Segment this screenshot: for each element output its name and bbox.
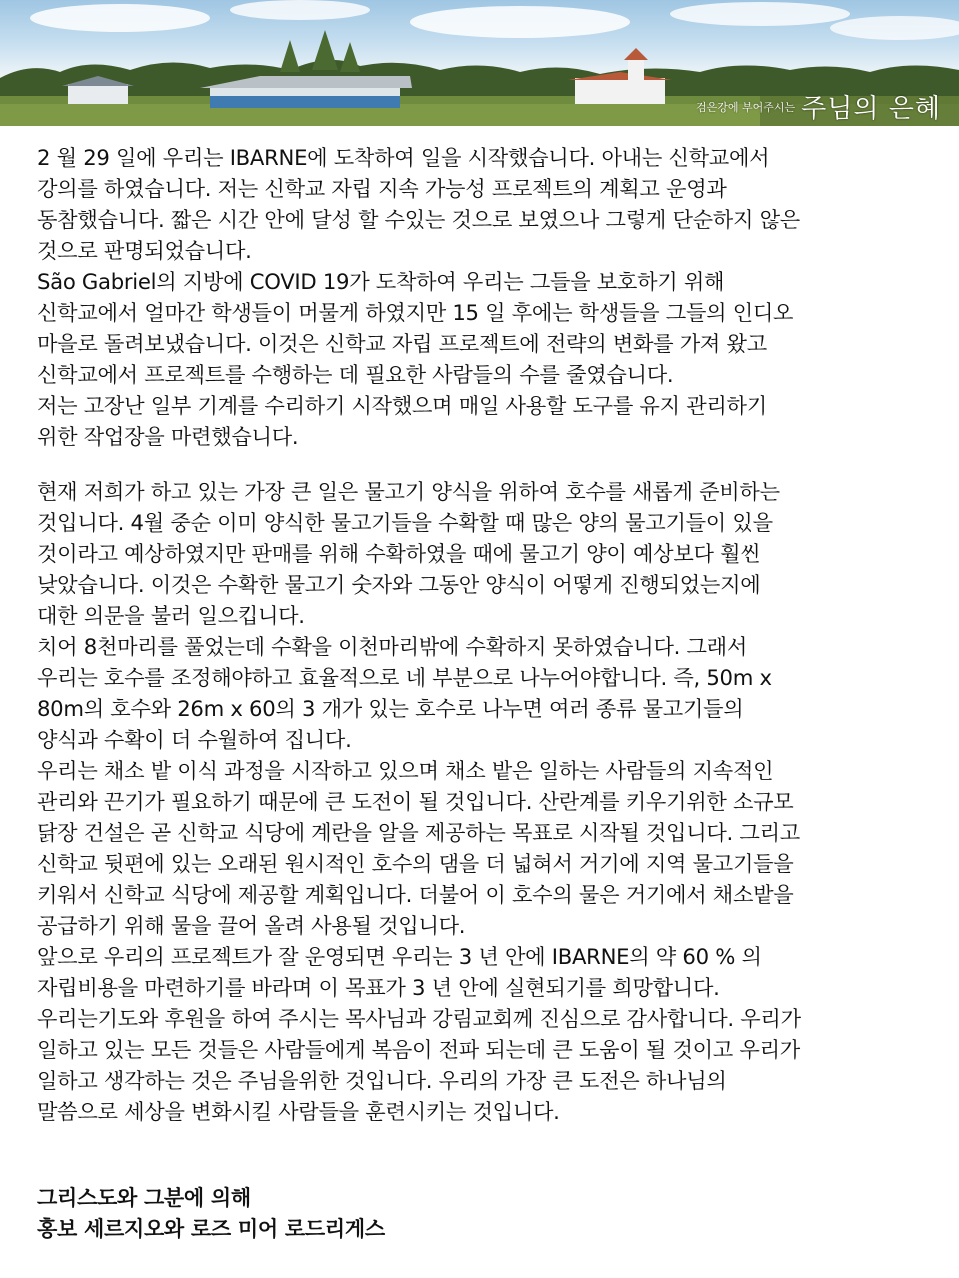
text-line: 신학교에서 프로젝트를 수행하는 데 필요한 사람들의 수를 줄였습니다.	[37, 362, 674, 387]
text-line: São Gabriel의 지방에 COVID 19가 도착하여 우리는 그들을 보호하기 위해	[37, 269, 725, 294]
banner-title: 주님의 은혜	[801, 94, 941, 124]
text-line: 낮았습니다. 이것은 수확한 물고기 숫자와 그동안 양식이 어떻게 진행되었는지에	[37, 572, 761, 597]
text-line: 위한 작업장을 마련했습니다.	[37, 424, 299, 449]
text-line: 80m의 호수와 26m x 60의 3 개가 있는 호수로 나누면 여러 종류 물고기들의	[37, 696, 744, 721]
text-line: 자립비용을 마련하기를 바라며 이 목표가 3 년 안에 실현되기를 희망합니다.	[37, 975, 720, 1000]
text-line: 것이라고 예상하였지만 판매를 위해 수확하였을 때에 물고기 양이 예상보다 훨씬	[37, 541, 761, 566]
text-line: 저는 고장난 일부 기계를 수리하기 시작했으며 매일 사용할 도구를 유지 관리하기	[37, 393, 767, 418]
text-line: 신학교 뒷편에 있는 오래된 원시적인 호수의 댐을 더 넓혀서 거기에 지역 물고기들을	[37, 851, 794, 876]
text-line: 우리는 호수를 조정해야하고 효율적으로 네 부분으로 나누어야합니다. 즉, 50m x	[37, 665, 772, 690]
text-line: 일하고 생각하는 것은 주님을위한 것입니다. 우리의 가장 큰 도전은 하나님의	[37, 1068, 727, 1093]
text-line: 우리는 채소 밭 이식 과정을 시작하고 있으며 채소 밭은 일하는 사람들의 지속적인	[37, 758, 774, 783]
signature-line-1: 그리스도와 그분에 의해	[37, 1186, 251, 1210]
text-line: 닭장 건설은 곧 신학교 식당에 계란을 알을 제공하는 목표로 시작될 것입니다. 그리고	[37, 820, 800, 845]
letter-body	[37, 142, 937, 1127]
text-line: 것으로 판명되었습니다.	[37, 238, 252, 263]
paragraph-gap	[37, 452, 937, 476]
header-banner	[0, 0, 959, 126]
text-line: 우리는기도와 후원을 하여 주시는 목사님과 강림교회께 진심으로 감사합니다. 우리가	[37, 1006, 801, 1031]
text-line: 말씀으로 세상을 변화시킬 사람들을 훈련시키는 것입니다.	[37, 1099, 560, 1124]
signature-line-2: 홍보 세르지오와 로즈 미어 로드리게스	[37, 1217, 385, 1241]
paragraph-1	[37, 142, 937, 452]
text-line: 치어 8천마리를 풀었는데 수확을 이천마리밖에 수확하지 못하였습니다. 그래서	[37, 634, 748, 659]
banner-caption	[696, 88, 941, 125]
text-line: 양식과 수확이 더 수월하여 집니다.	[37, 727, 352, 752]
text-line: 공급하기 위해 물을 끌어 올려 사용될 것입니다.	[37, 913, 466, 938]
text-line: 일하고 있는 모든 것들은 사람들에게 복음이 전파 되는데 큰 도움이 될 것이고 우리가	[37, 1037, 800, 1062]
text-line: 관리와 끈기가 필요하기 때문에 큰 도전이 될 것입니다. 산란계를 키우기위한 소규모	[37, 789, 794, 814]
paragraph-2	[37, 476, 937, 1127]
text-line: 강의를 하였습니다. 저는 신학교 자립 지속 가능성 프로젝트의 계획고 운영과	[37, 176, 727, 201]
signature	[37, 1183, 385, 1245]
banner-subtitle: 검은강에 부어주시는	[696, 100, 796, 114]
text-line: 2 월 29 일에 우리는 IBARNE에 도착하여 일을 시작했습니다. 아내는 신학교에서	[37, 145, 770, 170]
text-line: 동참했습니다. 짧은 시간 안에 달성 할 수있는 것으로 보였으나 그렇게 단순하지 않은	[37, 207, 800, 232]
text-line: 대한 의문을 불러 일으킵니다.	[37, 603, 305, 628]
text-line: 앞으로 우리의 프로젝트가 잘 운영되면 우리는 3 년 안에 IBARNE의 약 60 % 의	[37, 944, 762, 969]
text-line: 키워서 신학교 식당에 제공할 계획입니다. 더불어 이 호수의 물은 거기에서 채소밭을	[37, 882, 794, 907]
text-line: 현재 저희가 하고 있는 가장 큰 일은 물고기 양식을 위하여 호수를 새롭게 준비하는	[37, 479, 780, 504]
text-line: 것입니다. 4월 중순 이미 양식한 물고기들을 수확할 때 많은 양의 물고기들이 있을	[37, 510, 773, 535]
text-line: 신학교에서 얼마간 학생들이 머물게 하였지만 15 일 후에는 학생들을 그들의 인디오	[37, 300, 794, 325]
text-line: 마을로 돌려보냈습니다. 이것은 신학교 자립 프로젝트에 전략의 변화를 가져 왔고	[37, 331, 767, 356]
